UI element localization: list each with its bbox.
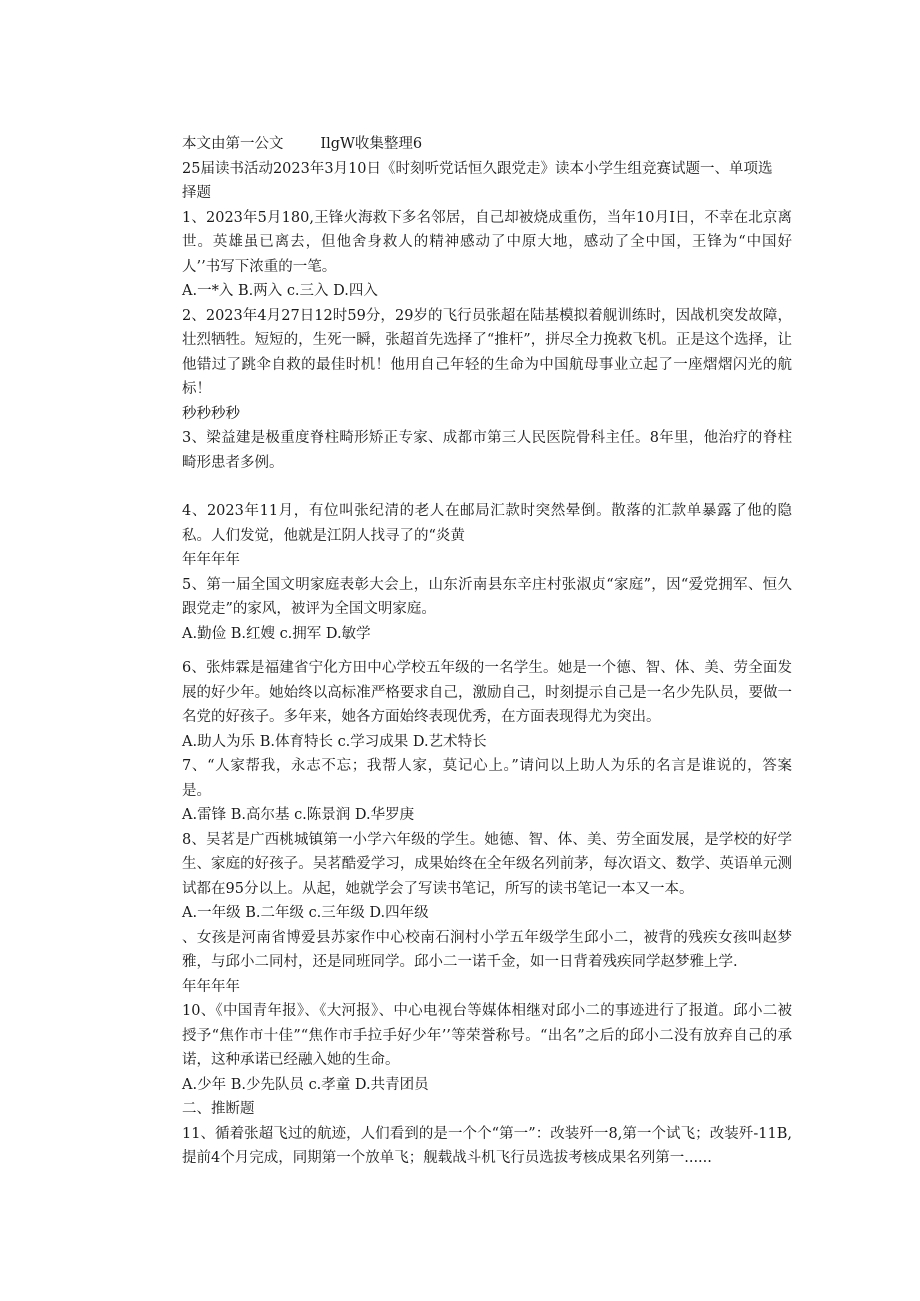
- spacer: [182, 646, 792, 656]
- question-5-options: A.勤俭 B.红嫂 c.拥军 D.敏学: [182, 625, 371, 642]
- question-10-options: A.少年 B.少先队员 c.孝童 D.共青团员: [182, 1076, 429, 1093]
- question-4-blank: 年年年年: [182, 552, 240, 568]
- question-3: 3、梁益建是极重度脊柱畸形矫正专家、成都市第三人民医院骨科主任。8年里，他治疗的脊柱畸形患者多例。: [182, 430, 792, 471]
- section-heading: 二、推断题: [182, 1101, 255, 1117]
- question-6: 6、张炜霖是福建省宁化方田中心学校五年级的一名学生。她是一个德、智、体、美、劳全面发展的好少年。她始终以高标准严格要求自己，激励自己，时刻提示自己是一名少先队员，要做一名党的好孩子。多年来，她各方面始终表现优秀，在方面表现得尤为突出。: [182, 660, 792, 725]
- title-line: 25届读书活动2023年3月10日《时刻听党话恒久跟党走》读本小学生组竞赛试题一、单项选: [182, 160, 773, 177]
- document-body: [182, 132, 792, 1171]
- question-9: 、女孩是河南省博爱县苏家作中心校南石涧村小学五年级学生邱小二，被背的残疾女孩叫赵梦雅，与邱小二同村，还是同班同学。邱小二一诺千金，如一日背着残疾同学赵梦雅上学.: [182, 929, 792, 970]
- question-11: 11、循着张超飞过的航迹，人们看到的是一个个“第一”：改装歼一8,第一个试飞；改装歼-11B,提前4个月完成，同期第一个放单飞；舰载战斗机飞行员选拔考核成果名列第一......: [182, 1125, 792, 1166]
- question-10: 10、《中国青年报》、《大河报》、中心电视台等媒体相继对邱小二的事迹进行了报道。邱小二被授予“焦作市十佳”“焦作市手拉手好少年’’等荣誉称号。“出名”之后的邱小二没有放弃自己的承诺，这种承诺已经融入她的生命。: [182, 1003, 792, 1068]
- question-1: 1、2023年5月180,王锋火海救下多名邻居，自己却被烧成重伤，当年10月I日，不幸在北京离世。英雄虽已离去，但他舍身救人的精神感动了中原大地，感动了全中国，王锋为“中国好人’’书写下浓重的一笔。: [182, 209, 792, 275]
- question-4: 4、2023年11月，有位叫张纪清的老人在邮局汇款时突然晕倒。散落的汇款单暴露了他的隐私。人们发觉，他就是江阴人找寻了的“炎黄: [182, 503, 792, 544]
- header-line: 本文由第一公文 IlgW收集整理6: [182, 136, 423, 152]
- question-2: 2、2023年4月27日12时59分，29岁的飞行员张超在陆基模拟着舰训练时，因战机突发故障，壮烈牺牲。短短的，生死一瞬，张超首先选择了“推杆”，拼尽全力挽救飞机。正是这个选择，让他错过了跳伞自救的最佳时机！他用自己年轻的生命为中国航母事业立起了一座熠熠闪光的航标！: [182, 307, 792, 397]
- spacer: [182, 475, 792, 499]
- question-8-options: A.一年级 B.二年级 c.三年级 D.四年级: [182, 905, 429, 921]
- question-8: 8、吴茗是广西桃城镇第一小学六年级的学生。她德、智、体、美、劳全面发展，是学校的好学生、家庭的好孩子。吴茗酷爱学习，成果始终在全年级名列前茅，每次语文、数学、英语单元测试都在95分以上。从起，她就学会了写读书笔记，所写的读书笔记一本又一本。: [182, 831, 792, 897]
- question-7: 7、“人家帮我，永志不忘；我帮人家，莫记心上。”请问以上助人为乐的名言是谁说的，答案是。: [182, 758, 792, 799]
- question-6-options: A.助人为乐 B.体育特长 c.学习成果 D.艺术特长: [182, 733, 487, 750]
- question-9-blank: 年年年年: [182, 978, 240, 995]
- question-5: 5、第一届全国文明家庭表彰大会上，山东沂南县东辛庄村张淑贞“家庭”，因“爱党拥军、恒久跟党走”的家风，被评为全国文明家庭。: [182, 576, 792, 617]
- question-1-options: A.一*入 B.两入 c.三入 D.四入: [182, 283, 378, 299]
- question-7-options: A.雷锋 B.高尔基 c.陈景润 D.华罗庚: [182, 807, 415, 823]
- question-2-blank: 秒秒秒秒: [182, 405, 240, 422]
- title-line-2: 择题: [182, 185, 211, 201]
